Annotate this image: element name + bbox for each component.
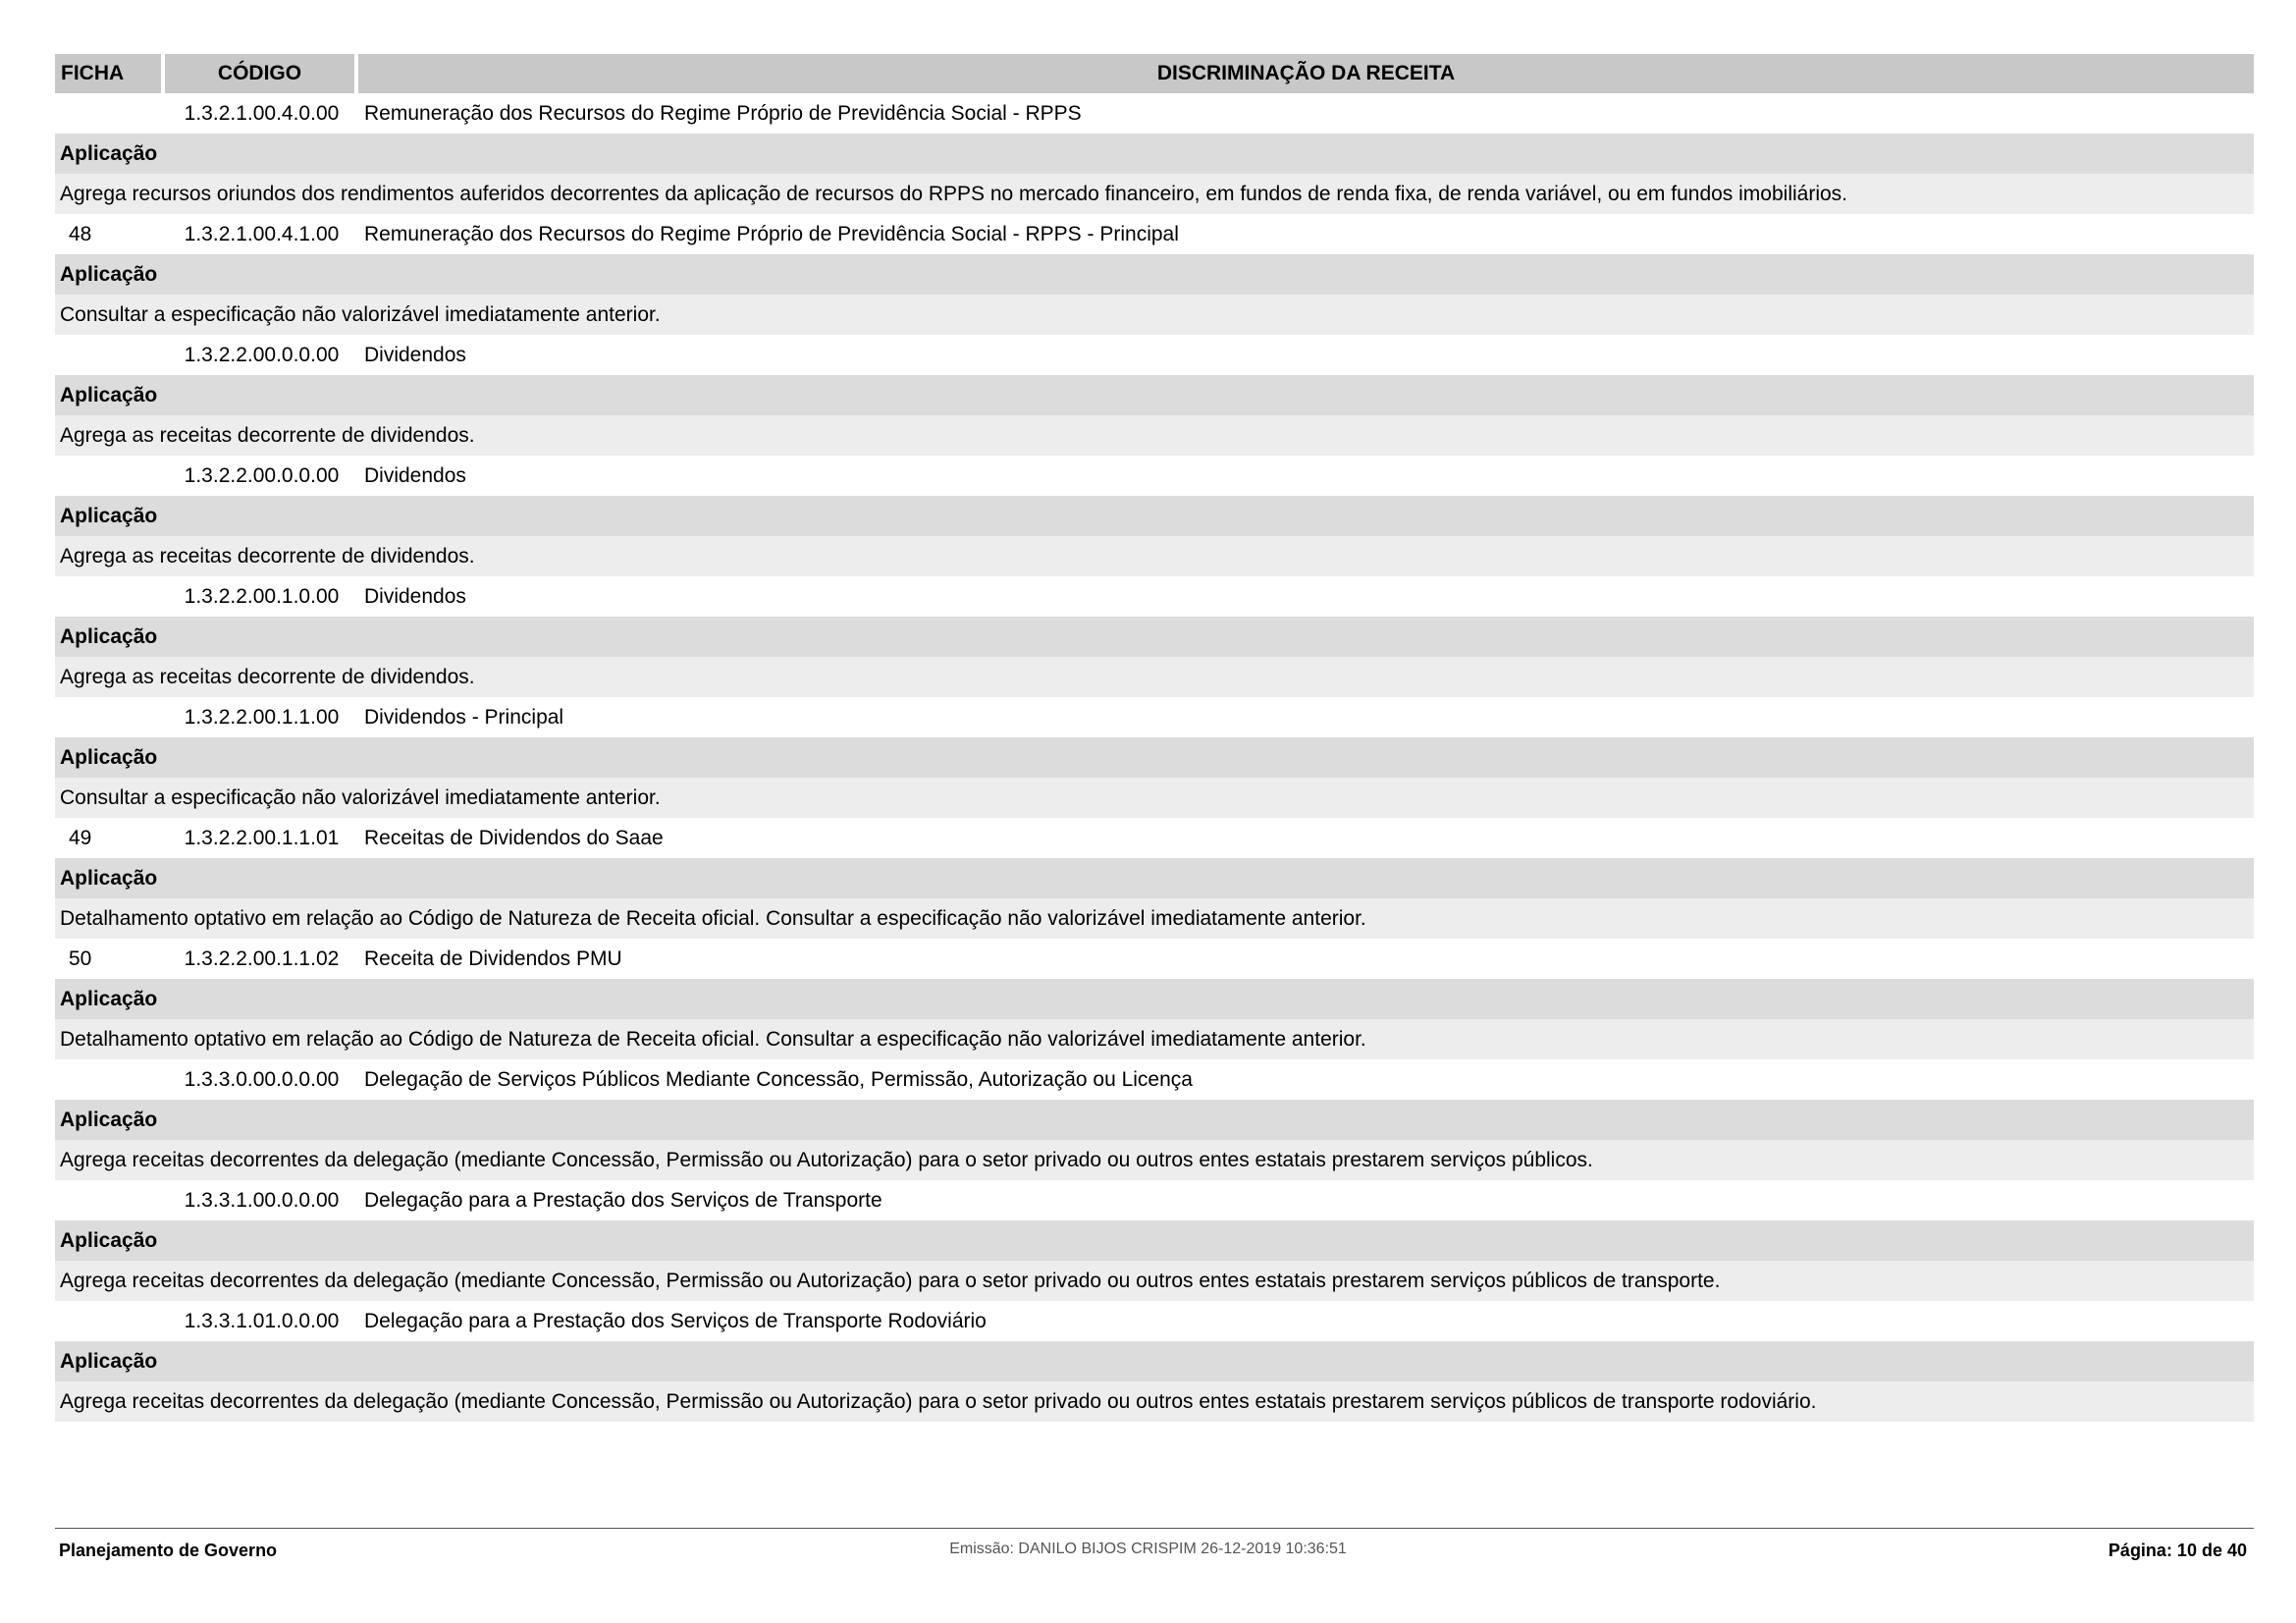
aplicacao-label: Aplicação [55,1341,2254,1381]
codigo-cell: 1.3.3.0.00.0.0.00 [184,1067,340,1091]
descricao-cell: Remuneração dos Recursos do Regime Próprio de Previdência Social - RPPS [364,101,1082,125]
entry [55,1301,2254,1422]
header-codigo: CÓDIGO [165,54,354,93]
entry [55,1180,2254,1301]
codigo-cell: 1.3.3.1.00.0.0.00 [184,1188,340,1212]
codigo-cell: 1.3.2.2.00.0.0.00 [184,343,340,366]
table-header [55,54,2254,93]
descricao-cell: Delegação para a Prestação dos Serviços de Transporte [364,1188,882,1212]
descricao-cell: Receita de Dividendos PMU [364,947,622,970]
footer-page-number: Página: 10 de 40 [2108,1541,2247,1560]
entry [55,1059,2254,1180]
aplicacao-text: Consultar a especificação não valorizável imediatamente anterior. [55,778,2254,818]
codigo-cell: 1.3.2.1.00.4.1.00 [184,222,340,245]
code-row [55,1059,2254,1100]
aplicacao-label: Aplicação [55,134,2254,174]
aplicacao-label: Aplicação [55,1100,2254,1140]
aplicacao-text: Agrega receitas decorrentes da delegação (mediante Concessão, Permissão ou Autorização) para o setor privado ou outros entes estatais prestarem serviços públicos. [55,1140,2254,1180]
descricao-cell: Delegação para a Prestação dos Serviços de Transporte Rodoviário [364,1309,987,1332]
receitas-table [55,54,2254,1422]
aplicacao-text: Detalhamento optativo em relação ao Código de Natureza de Receita oficial. Consultar a especificação não valorizável imediatamente anterior. [55,898,2254,939]
aplicacao-label: Aplicação [55,496,2254,536]
aplicacao-text: Agrega receitas decorrentes da delegação (mediante Concessão, Permissão ou Autorização) para o setor privado ou outros entes estatais prestarem serviços públicos de transporte. [55,1261,2254,1301]
footer-emission: Emissão: DANILO BIJOS CRISPIM 26-12-2019 10:36:51 [949,1541,1347,1557]
ficha-cell: 50 [69,947,92,970]
code-row [55,335,2254,375]
header-discriminacao: DISCRIMINAÇÃO DA RECEITA [358,54,2254,93]
code-row [55,818,2254,858]
codigo-cell: 1.3.2.2.00.1.1.00 [184,705,340,729]
descricao-cell: Dividendos [364,584,466,608]
ficha-cell: 48 [69,222,92,245]
entry [55,93,2254,214]
code-row [55,214,2254,254]
codigo-cell: 1.3.3.1.01.0.0.00 [184,1309,340,1332]
code-row [55,697,2254,737]
aplicacao-text: Agrega recursos oriundos dos rendimentos auferidos decorrentes da aplicação de recursos do RPPS no mercado financeiro, em fundos de renda fixa, de renda variável, ou em fundos imobiliários. [55,174,2254,214]
entry [55,576,2254,697]
aplicacao-text: Consultar a especificação não valorizável imediatamente anterior. [55,295,2254,335]
footer-divider [55,1528,2254,1529]
aplicacao-label: Aplicação [55,858,2254,898]
entry [55,335,2254,456]
ficha-cell: 49 [69,826,92,849]
descricao-cell: Receitas de Dividendos do Saae [364,826,664,849]
aplicacao-label: Aplicação [55,1220,2254,1261]
aplicacao-text: Agrega receitas decorrentes da delegação (mediante Concessão, Permissão ou Autorização) para o setor privado ou outros entes estatais prestarem serviços públicos de transporte rodoviário. [55,1381,2254,1422]
aplicacao-text: Agrega as receitas decorrente de dividendos. [55,657,2254,697]
aplicacao-label: Aplicação [55,375,2254,415]
aplicacao-text: Agrega as receitas decorrente de dividendos. [55,415,2254,456]
aplicacao-label: Aplicação [55,737,2254,778]
code-row [55,456,2254,496]
entry [55,818,2254,939]
aplicacao-label: Aplicação [55,617,2254,657]
header-ficha: FICHA [55,54,161,93]
entry [55,456,2254,576]
descricao-cell: Remuneração dos Recursos do Regime Próprio de Previdência Social - RPPS - Principal [364,222,1179,245]
descricao-cell: Dividendos [364,463,466,487]
code-row [55,1180,2254,1220]
codigo-cell: 1.3.2.2.00.1.1.02 [184,947,340,970]
codigo-cell: 1.3.2.2.00.0.0.00 [184,463,340,487]
codigo-cell: 1.3.2.2.00.1.0.00 [184,584,340,608]
aplicacao-label: Aplicação [55,979,2254,1019]
aplicacao-text: Detalhamento optativo em relação ao Código de Natureza de Receita oficial. Consultar a especificação não valorizável imediatamente anterior. [55,1019,2254,1059]
code-row [55,1301,2254,1341]
code-row [55,939,2254,979]
aplicacao-text: Agrega as receitas decorrente de dividendos. [55,536,2254,576]
entry [55,697,2254,818]
codigo-cell: 1.3.2.1.00.4.0.00 [184,101,340,125]
descricao-cell: Dividendos [364,343,466,366]
descricao-cell: Dividendos - Principal [364,705,564,729]
entry [55,214,2254,335]
aplicacao-label: Aplicação [55,254,2254,295]
code-row [55,576,2254,617]
footer-title: Planejamento de Governo [59,1541,278,1560]
entry [55,939,2254,1059]
code-row [55,93,2254,134]
codigo-cell: 1.3.2.2.00.1.1.01 [184,826,340,849]
descricao-cell: Delegação de Serviços Públicos Mediante Concessão, Permissão, Autorização ou Licença [364,1067,1193,1091]
